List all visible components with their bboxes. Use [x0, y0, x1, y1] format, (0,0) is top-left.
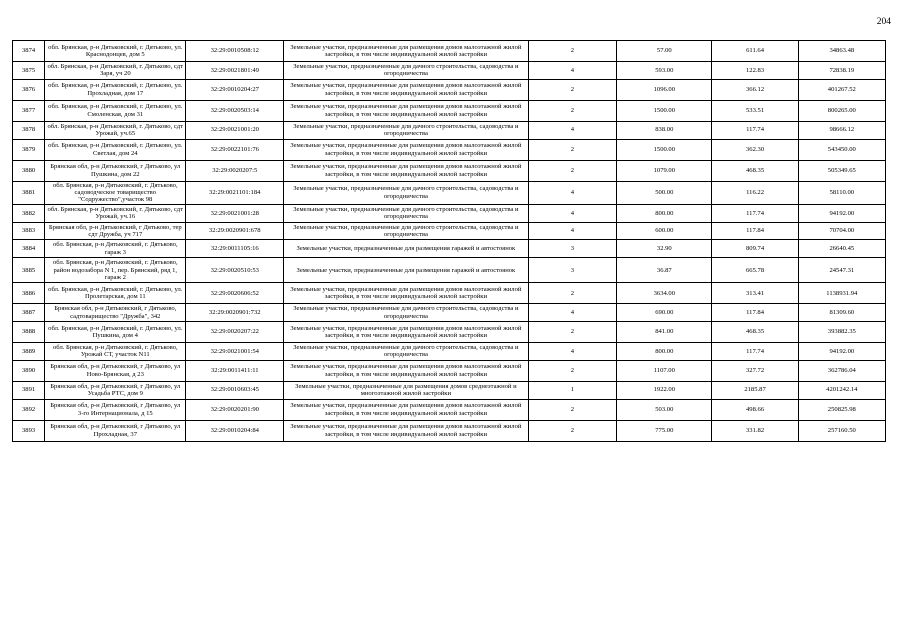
- row-number: 3890: [13, 360, 45, 381]
- cadastral-number-cell: 32:29:0020201:90: [186, 399, 284, 420]
- rate-cell: 116.22: [712, 181, 798, 204]
- group-cell: 4: [528, 222, 616, 240]
- land-use-cell: Земельные участки, предназначенные для размещения домов малоэтажной жилой застройки, в том числе индивидуальной жилой застройки: [284, 322, 529, 343]
- area-cell: 32.90: [617, 240, 712, 258]
- address-cell: Брянская обл, р-н Дятьковский, г Дятьково, ул 3-го Интернационала, д 15: [45, 399, 186, 420]
- rate-cell: 498.66: [712, 399, 798, 420]
- area-cell: 1500.00: [617, 139, 712, 160]
- value-cell: 94192.00: [798, 204, 885, 222]
- cadastral-number-cell: 32:29:0020510:53: [186, 258, 284, 283]
- group-cell: 2: [528, 399, 616, 420]
- rate-cell: 327.72: [712, 360, 798, 381]
- land-use-cell: Земельные участки, предназначенные для размещения домов малоэтажной жилой застройки, в том числе индивидуальной жилой застройки: [284, 160, 529, 181]
- address-cell: Брянская обл, р-н Дятьковский, г Дятьково, садтоварищество "Дружба", 342: [45, 304, 186, 322]
- address-cell: Брянская обл, р-н Дятьковский, г Дятьково, ул Ново-Брянская, д 23: [45, 360, 186, 381]
- rate-cell: 117.74: [712, 343, 798, 361]
- area-cell: 800.00: [617, 343, 712, 361]
- land-use-cell: Земельные участки, предназначенные для размещения домов среднеэтажной и многоэтажной жилой застройки: [284, 381, 529, 399]
- table-row: [13, 360, 886, 381]
- value-cell: 94192.00: [798, 343, 885, 361]
- group-cell: 4: [528, 121, 616, 139]
- value-cell: 98666.12: [798, 121, 885, 139]
- cadastral-number-cell: 32:29:0021001:28: [186, 204, 284, 222]
- land-use-cell: Земельные участки, предназначенные для дачного строительства, садоводства и огородничества: [284, 181, 529, 204]
- table-row: [13, 322, 886, 343]
- value-cell: 81309.60: [798, 304, 885, 322]
- table-row: [13, 62, 886, 80]
- group-cell: 4: [528, 304, 616, 322]
- area-cell: 500.00: [617, 181, 712, 204]
- table-row: [13, 121, 886, 139]
- table-row: [13, 41, 886, 62]
- address-cell: обл. Брянская, р-н Дятьковский, г. Дятьково, ул. Пушкина, дом 4: [45, 322, 186, 343]
- area-cell: 775.00: [617, 420, 712, 441]
- rate-cell: 331.82: [712, 420, 798, 441]
- row-number: 3881: [13, 181, 45, 204]
- table-row: [13, 139, 886, 160]
- row-number: 3883: [13, 222, 45, 240]
- land-registry-table: [12, 40, 886, 442]
- land-use-cell: Земельные участки, предназначенные для дачного строительства, садоводства и огородничества: [284, 121, 529, 139]
- rate-cell: 313.41: [712, 283, 798, 304]
- page-number: 204: [876, 17, 891, 27]
- land-use-cell: Земельные участки, предназначенные для размещения домов малоэтажной жилой застройки, в том числе индивидуальной жилой застройки: [284, 41, 529, 62]
- table-row: [13, 160, 886, 181]
- row-number: 3891: [13, 381, 45, 399]
- area-cell: 1096.00: [617, 79, 712, 100]
- table-row: [13, 79, 886, 100]
- value-cell: 250825.98: [798, 399, 885, 420]
- address-cell: обл. Брянская, р-н Дятьковский, г. Дятьково, ул. Пролетарская, дом 11: [45, 283, 186, 304]
- land-use-cell: Земельные участки, предназначенные для размещения домов малоэтажной жилой застройки, в том числе индивидуальной жилой застройки: [284, 360, 529, 381]
- table-row: [13, 420, 886, 441]
- value-cell: 72838.19: [798, 62, 885, 80]
- group-cell: 4: [528, 62, 616, 80]
- group-cell: 2: [528, 283, 616, 304]
- address-cell: обл. Брянская, р-н Дятьковский, г. Дятьково, район водозабора N 1, пер. Брянский, ряд 1, гараж 2: [45, 258, 186, 283]
- group-cell: 2: [528, 100, 616, 121]
- land-use-cell: Земельные участки, предназначенные для дачного строительства, садоводства и огородничества: [284, 62, 529, 80]
- rate-cell: 117.74: [712, 204, 798, 222]
- area-cell: 1922.00: [617, 381, 712, 399]
- group-cell: 4: [528, 204, 616, 222]
- group-cell: 2: [528, 322, 616, 343]
- area-cell: 838.00: [617, 121, 712, 139]
- group-cell: 3: [528, 240, 616, 258]
- area-cell: 1107.00: [617, 360, 712, 381]
- rate-cell: 611.64: [712, 41, 798, 62]
- land-use-cell: Земельные участки, предназначенные для дачного строительства, садоводства и огородничества: [284, 222, 529, 240]
- row-number: 3888: [13, 322, 45, 343]
- cadastral-number-cell: 32:29:0011411:11: [186, 360, 284, 381]
- area-cell: 600.00: [617, 222, 712, 240]
- land-use-cell: Земельные участки, предназначенные для размещения домов малоэтажной жилой застройки, в том числе индивидуальной жилой застройки: [284, 79, 529, 100]
- group-cell: 3: [528, 258, 616, 283]
- area-cell: 57.00: [617, 41, 712, 62]
- cadastral-number-cell: 32:29:0021101:184: [186, 181, 284, 204]
- address-cell: обл. Брянская, р-н Дятьковский, г. Дятьково, Урожай СТ, участок N11: [45, 343, 186, 361]
- cadastral-number-cell: 32:29:0021001:20: [186, 121, 284, 139]
- value-cell: 34863.48: [798, 41, 885, 62]
- rate-cell: 122.83: [712, 62, 798, 80]
- row-number: 3892: [13, 399, 45, 420]
- row-number: 3884: [13, 240, 45, 258]
- value-cell: 800265.00: [798, 100, 885, 121]
- table-row: [13, 204, 886, 222]
- cadastral-number-cell: 32:29:0021801:49: [186, 62, 284, 80]
- cadastral-number-cell: 32:29:0010204:27: [186, 79, 284, 100]
- rate-cell: 362.30: [712, 139, 798, 160]
- land-use-cell: Земельные участки, предназначенные для размещения гаражей и автостоянок: [284, 258, 529, 283]
- address-cell: обл. Брянская, р-н Дятьковский, г. Дятьково, садоводческое товарищество "Содружество",участок 98: [45, 181, 186, 204]
- row-number: 3879: [13, 139, 45, 160]
- rate-cell: 366.12: [712, 79, 798, 100]
- cadastral-number-cell: 32:29:0010508:12: [186, 41, 284, 62]
- group-cell: 2: [528, 139, 616, 160]
- address-cell: обл. Брянская, р-н Дятьковский, г. Дятьково, ул. Светлая, дом 24: [45, 139, 186, 160]
- row-number: 3885: [13, 258, 45, 283]
- address-cell: Брянская обл, р-н Дятьковский, г Дятьково, ул Прохладная, 37: [45, 420, 186, 441]
- area-cell: 800.00: [617, 204, 712, 222]
- rate-cell: 117.84: [712, 222, 798, 240]
- land-use-cell: Земельные участки, предназначенные для дачного строительства, садоводства и огородничества: [284, 343, 529, 361]
- area-cell: 690.00: [617, 304, 712, 322]
- cadastral-number-cell: 32:29:0010603:45: [186, 381, 284, 399]
- cadastral-number-cell: 32:29:0021001:54: [186, 343, 284, 361]
- value-cell: 4201242.14: [798, 381, 885, 399]
- group-cell: 2: [528, 79, 616, 100]
- row-number: 3889: [13, 343, 45, 361]
- address-cell: Брянская обл, р-н Дятьковский, г Дятьково, ул Усадьба РТС, дом 9: [45, 381, 186, 399]
- value-cell: 257160.50: [798, 420, 885, 441]
- cadastral-number-cell: 32:29:0010204:84: [186, 420, 284, 441]
- value-cell: 362786.04: [798, 360, 885, 381]
- row-number: 3876: [13, 79, 45, 100]
- group-cell: 4: [528, 181, 616, 204]
- value-cell: 393882.35: [798, 322, 885, 343]
- address-cell: обл. Брянская, р-н Дятьковский, г. Дятьково, сдт Урожай, уч.65: [45, 121, 186, 139]
- row-number: 3874: [13, 41, 45, 62]
- rate-cell: 117.84: [712, 304, 798, 322]
- cadastral-number-cell: 32:29:0020207:5: [186, 160, 284, 181]
- rate-cell: 665.78: [712, 258, 798, 283]
- row-number: 3887: [13, 304, 45, 322]
- table-row: [13, 343, 886, 361]
- area-cell: 1079.00: [617, 160, 712, 181]
- cadastral-number-cell: 32:29:0020503:14: [186, 100, 284, 121]
- row-number: 3878: [13, 121, 45, 139]
- value-cell: 26640.45: [798, 240, 885, 258]
- value-cell: 24547.31: [798, 258, 885, 283]
- table-row: [13, 240, 886, 258]
- table-body: [13, 41, 886, 442]
- land-use-cell: Земельные участки, предназначенные для дачного строительства, садоводства и огородничества: [284, 204, 529, 222]
- address-cell: обл. Брянская, р-н Дятьковский, г. Дятьково, ул. Краснодонцев, дом 5: [45, 41, 186, 62]
- rate-cell: 533.51: [712, 100, 798, 121]
- address-cell: обл. Брянская, р-н Дятьковский, г. Дятьково, сдт Заря, уч 20: [45, 62, 186, 80]
- group-cell: 4: [528, 343, 616, 361]
- area-cell: 36.87: [617, 258, 712, 283]
- area-cell: 1500.00: [617, 100, 712, 121]
- land-use-cell: Земельные участки, предназначенные для размещения домов малоэтажной жилой застройки, в том числе индивидуальной жилой застройки: [284, 420, 529, 441]
- row-number: 3893: [13, 420, 45, 441]
- address-cell: обл. Брянская, р-н Дятьковский, г. Дятьково, сдт Урожай, уч.16: [45, 204, 186, 222]
- area-cell: 841.00: [617, 322, 712, 343]
- cadastral-number-cell: 32:29:0020207:22: [186, 322, 284, 343]
- value-cell: 1138931.94: [798, 283, 885, 304]
- address-cell: Брянская обл, р-н Дятьковский, г Дятьково, ул Пушкина, дом 22: [45, 160, 186, 181]
- row-number: 3877: [13, 100, 45, 121]
- land-use-cell: Земельные участки, предназначенные для размещения домов малоэтажной жилой застройки, в том числе индивидуальной жилой застройки: [284, 399, 529, 420]
- row-number: 3882: [13, 204, 45, 222]
- land-use-cell: Земельные участки, предназначенные для размещения домов малоэтажной жилой застройки, в том числе индивидуальной жилой застройки: [284, 100, 529, 121]
- group-cell: 2: [528, 360, 616, 381]
- rate-cell: 468.35: [712, 160, 798, 181]
- area-cell: 503.00: [617, 399, 712, 420]
- group-cell: 2: [528, 160, 616, 181]
- land-use-cell: Земельные участки, предназначенные для размещения домов малоэтажной жилой застройки, в том числе индивидуальной жилой застройки: [284, 283, 529, 304]
- table-row: [13, 258, 886, 283]
- value-cell: 505349.65: [798, 160, 885, 181]
- cadastral-number-cell: 32:29:0022101:76: [186, 139, 284, 160]
- rate-cell: 2185.87: [712, 381, 798, 399]
- group-cell: 1: [528, 381, 616, 399]
- address-cell: обл. Брянская, р-н Дятьковский, г. Дятьково, ул. Прохладная, дом 17: [45, 79, 186, 100]
- cadastral-number-cell: 32:29:0020901:678: [186, 222, 284, 240]
- cadastral-number-cell: 32:29:0020901:732: [186, 304, 284, 322]
- rate-cell: 468.35: [712, 322, 798, 343]
- table-row: [13, 283, 886, 304]
- value-cell: 70704.00: [798, 222, 885, 240]
- cadastral-number-cell: 32:29:0020606:52: [186, 283, 284, 304]
- address-cell: обл. Брянская, р-н Дятьковский, г. Дятьково, ул. Смоленская, дом 31: [45, 100, 186, 121]
- table-row: [13, 222, 886, 240]
- rate-cell: 117.74: [712, 121, 798, 139]
- rate-cell: 809.74: [712, 240, 798, 258]
- table-row: [13, 381, 886, 399]
- land-use-cell: Земельные участки, предназначенные для размещения гаражей и автостоянок: [284, 240, 529, 258]
- value-cell: 543450.00: [798, 139, 885, 160]
- table-row: [13, 100, 886, 121]
- land-use-cell: Земельные участки, предназначенные для дачного строительства, садоводства и огородничества: [284, 304, 529, 322]
- table-row: [13, 304, 886, 322]
- table-row: [13, 399, 886, 420]
- value-cell: 58110.00: [798, 181, 885, 204]
- row-number: 3886: [13, 283, 45, 304]
- address-cell: обл. Брянская, р-н Дятьковский, г. Дятьково, гараж 3: [45, 240, 186, 258]
- land-use-cell: Земельные участки, предназначенные для размещения домов малоэтажной жилой застройки, в том числе индивидуальной жилой застройки: [284, 139, 529, 160]
- value-cell: 401267.52: [798, 79, 885, 100]
- area-cell: 3634.00: [617, 283, 712, 304]
- group-cell: 2: [528, 420, 616, 441]
- group-cell: 2: [528, 41, 616, 62]
- cadastral-number-cell: 32:29:0011105:16: [186, 240, 284, 258]
- row-number: 3875: [13, 62, 45, 80]
- area-cell: 593.00: [617, 62, 712, 80]
- table-row: [13, 181, 886, 204]
- address-cell: Брянская обл, р-н Дятьковский, г Дятьково, тер сдт Дружба, уч 717: [45, 222, 186, 240]
- row-number: 3880: [13, 160, 45, 181]
